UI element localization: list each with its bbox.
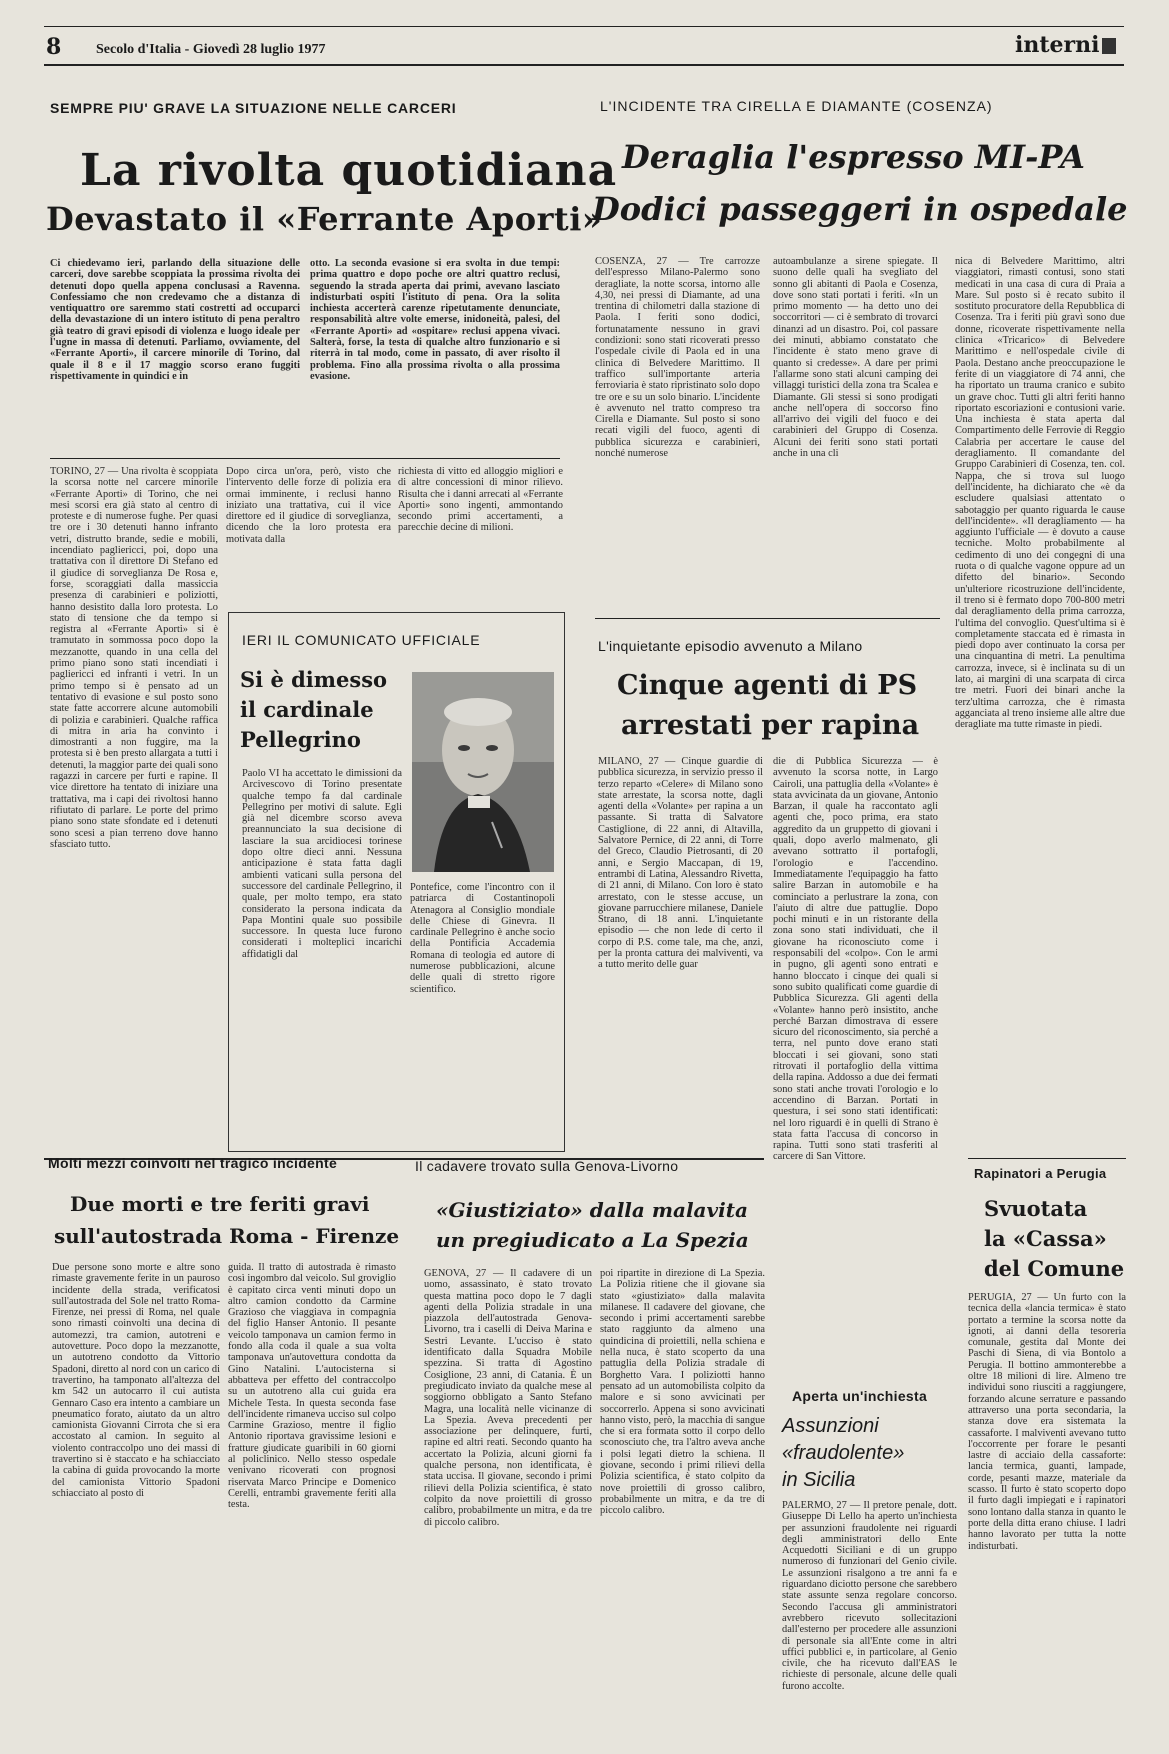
- sicilia-headline-3: in Sicilia: [782, 1469, 856, 1491]
- espresso-headline: Deraglia l'espresso MI-PA: [622, 138, 1085, 176]
- section-name: interni: [1015, 32, 1100, 58]
- agenti-rule: [595, 618, 940, 619]
- carceri-body-col-3: richiesta di vitto ed alloggio migliori e di altre concessioni di minor rilievo. Risulta che i danni arrecati al «Ferrante Aporti» sono ingenti, ammontando secondo primi accertamenti, a parecchie decine di milioni.: [398, 466, 563, 534]
- perugia-headline-1: Svuotata: [984, 1196, 1088, 1221]
- spezia-kicker: Il cadavere trovato sulla Genova-Livorno: [415, 1158, 679, 1174]
- espresso-subhead: Dodici passeggeri in ospedale: [592, 190, 1128, 228]
- autostrada-headline-1: Due morti e tre feriti gravi: [70, 1192, 370, 1216]
- spezia-headline-1: «Giustiziato» dalla malavita: [436, 1198, 748, 1222]
- spezia-col-1: GENOVA, 27 — Il cadavere di un uomo, assassinato, è stato trovato questa mattina poco dopo le 7 dagli agenti della Polizia stradale in una piazzola dell'autostrada Genova-Livorno, tra i caselli di Deiva Marina e Sestri Levante. L'ucciso è stato identificato dalla Squadra Mobile spezzina. Si tratta di Agostino Cosiglione, 23 anni, di Catania. È un pregiudicato inviato da qualche mese al soggiorno obbligato a Santo Stefano Magra, una località nelle vicinanze di La Spezia. Aveva precedenti per associazione per delinquere, furti, rapine ed altri reati. Secondo quanto ha accertato la Polizia, alcuni giorni fa qualche persona, non identificata, è stata uccisa. Il giovane, secondo i primi rilievi della Polizia scientifica, è stato colpito da nove proiettili di grosso calibro, probabilmente un mitra, e da tre di piccolo calibro.: [424, 1268, 592, 1528]
- autostrada-kicker: Molti mezzi coinvolti nel tragico incidente: [48, 1155, 338, 1171]
- cardinal-portrait: [412, 672, 554, 872]
- sicilia-kicker: Aperta un'inchiesta: [792, 1388, 928, 1404]
- cardinale-body-right: Pontefice, come l'incontro con il patriarca di Costantinopoli Atenagora al Consiglio mondiale delle Chiese di Ginevra. Il cardinale Pellegrino è anche socio della Pontificia Accademia Romana di teologia ed autore di numerose pubblicazioni, alcune delle quali di stretto rigore scientifico.: [410, 882, 555, 995]
- autostrada-col-1: Due persone sono morte e altre sono rimaste gravemente ferite in un pauroso incidente della strada, verificatosi sull'autostrada del Sole nel tratto Roma-Firenze, nei pressi di Roma, nel quale sono rimasti coinvolti una decina di automezzi, tra camion, autotreni e autovetture. Poco dopo la mezzanotte, un autotreno condotto da Vittorio Spadoni, diretto al nord con un carico di travertino, ha tamponato all'altezza del km 542 un autocarro il cui autista Gennaro Caso era intento a cambiare un pneumatico forato, aiutato da un altro camionista Giovanni Cirrota che si era accostato al camion. In seguito al violento contraccolpo uno dei massi di travertino si è staccato e ha schiacciato la cabina di guida provocando la morte del camionista Vittorio Spadoni schiacciato al posto di: [52, 1262, 220, 1499]
- spezia-headline-2: un pregiudicato a La Spezia: [436, 1228, 749, 1252]
- page-number: 8: [46, 34, 62, 60]
- espresso-col-2: autoambulanze a sirene spiegate. Il suono delle quali ha svegliato del sonno gli abitanti di Paola e Cosenza, dove sono stati portati i feriti. «In un primo momento — ha detto uno dei soccorritori — ci è sembrato di trovarci dinanzi ad un disastro. Poi, col passare dei minuti, abbiamo constatato che l'incidente è stato meno grave di quanto si credesse». A dare per primi l'allarme sono stati alcuni camping dei villaggi turistici della zona tra Scalea e Diamante. Gli stessi si sono prodigati anche nell'opera di soccorso fino all'arrivo dei vigili del fuoco e dei carabinieri del Gruppo di Cosenza. Alcuni dei feriti sono stati portati anche in una cli: [773, 256, 938, 460]
- perugia-rule: [968, 1158, 1126, 1159]
- perugia-headline-2: la «Cassa»: [984, 1226, 1107, 1251]
- section-ornament-icon: [1102, 38, 1116, 54]
- agenti-headline-1: Cinque agenti di PS: [617, 670, 918, 701]
- cardinale-headline-1: Si è dimesso: [240, 667, 388, 692]
- agenti-kicker: L'inquietante episodio avvenuto a Milano: [598, 638, 863, 654]
- sicilia-headline-2: «fraudolente»: [782, 1442, 905, 1464]
- autostrada-headline-2: sull'autostrada Roma - Firenze: [54, 1224, 400, 1248]
- cardinale-body-left: Paolo VI ha accettato le dimissioni da Arcivescovo di Torino presentate qualche tempo fa dal cardinale Pellegrino per motivi di salute. Egli già nel dicembre scorso aveva preannunciato la sua decisione di lasciare la sua arcidiocesi torinese dopo oltre dieci anni. Nessuna anticipazione è stata fatta dagli ambienti vaticani sulla persona del successore del cardinale Pellegrino, il quale, per molto tempo, era stato considerato la persona indicata da Papa Montini quale suo possibile successore. In questa luce furono considerati i molteplici incarichi affidatigli dal: [242, 768, 402, 960]
- autostrada-col-2: guida. Il tratto di autostrada è rimasto così ingombro dal veicolo. Sul groviglio è capitato circa venti minuti dopo un altro camion condotto da Carmine Grazioso che viaggiava in compagnia del figlio Hanser Antonio. Il pesante veicolo tamponava un camion fermo in fondo alla coda il quale a sua volta tamponava un'autovettura condotta da Gino Natalini. L'autocisterna si abbatteva per effetto del contraccolpo su un autotreno alla cui guida era Michele Testa. In questa seconda fase dell'incidente rimaneva ucciso sul colpo Carmine Grazioso, mentre il figlio Antonio riportava gravissime lesioni e fratture giudicate guaribili in 60 giorni al policlinico. Nello stesso ospedale venivano ricoverati con prognosi riservata Marco Principe e Domenico Cerelli, entrambi gravemente feriti alla testa.: [228, 1262, 396, 1511]
- dateline: Secolo d'Italia - Giovedì 28 luglio 1977: [96, 42, 326, 57]
- cardinale-kicker: IERI IL COMUNICATO UFFICIALE: [242, 632, 481, 648]
- agenti-col-2: die di Pubblica Sicurezza — è avvenuto la scorsa notte, in Largo Cairoli, una pattuglia della «Volante» è stata avvicinata da un giovane, Antonio Barzan, il quale ha raccontato agli agenti che, poco prima, era stato aggredito da un gruppetto di giovani i quali, dopo averlo malmenato, gli avevano sottratto il portafogli, l'orologio e l'accendino. Immediatamente l'equipaggio ha fatto salire Barzan in automobile e ha cominciato a perlustrare la zona, con l'aiuto di altre due pattuglie. Dopo pochi minuti e in un ristorante della zona sono stati individuati, che il giovane ha riconosciuto come i responsabili del «colpo». Con le armi in pugno, gli agenti sono entrati e hanno bloccato i cinque dei quali si sono subito qualificati come guardie di Pubblica Sicurezza. Gli agenti della «Volante» hanno però insistito, anche perché Barzan dimostrava di essere sicuro del riconoscimento, sia perché a terra, nel punto dove erano stati bloccati i sei giovani, sono stati ritrovati il portafoglio della vittima della rapina. Addosso a due dei fermati sono stati anche trovati l'orologio e lo accendino di Barzan. Portati in questura, i sei sono stati identificati: nel loro riguardi è in quelli di Strano è stata fatta l'accusa di concorso in rapina. Tutti sono stati trasferiti al carcere di San Vittore.: [773, 756, 938, 1163]
- cardinale-headline-2: il cardinale: [240, 697, 374, 722]
- carceri-body-col-2: Dopo circa un'ora, però, visto che l'intervento delle forze di polizia era ormai imminente, i reclusi hanno iniziato una trattativa, cui il vice direttore ed il giudice di sorveglianza, dicendo che la loro protesta era motivata dalla: [226, 466, 391, 545]
- perugia-body: PERUGIA, 27 — Un furto con la tecnica della «lancia termica» è stato portato a termine la scorsa notte da ignoti, ai danni della tesoreria comunale, gestita dal Monte dei Paschi di Siena, di via Bontolo a Perugia. Il bottino ammonterebbe a oltre 18 milioni di lire. Almeno tre individui sono riusciti a raggiungere, forzando alcune serrature e passando attraverso una porta secondaria, la stanza dove era sistemata la cassaforte. I malviventi avevano tutto l'occorrente per forare le pesanti lastre di acciaio della cassaforte: lancia termica, guanti, lampade, corde, pesanti mazze, materiale da scasso. Il furto è stato scoperto dopo il furto dagli impiegati e i rapinatori sono lontano dalla stanza in quanto le porte della ditta erano chiuse. I ladri hanno lavorato per tutta la notte indisturbati.: [968, 1292, 1126, 1552]
- spezia-col-2: poi ripartite in direzione di La Spezia. La Polizia ritiene che il giovane sia stato «giustiziato» dalla malavita milanese. Il cadavere del giovane, che secondo i primi accertamenti sarebbe stato raggiunto da almeno una quindicina di proiettili, nella schiena e nella nuca, è stato scoperto da una pattuglia della Polizia stradale di Borghetto Vara. I poliziotti hanno pensato ad un automobilista colpito da malore e si sono avvicinati per soccorrerlo. Appena si sono avvicinati hanno visto, però, la macchia di sangue che si era formata sotto il corpo dello sconosciuto che, tra l'altro aveva anche i polsi legati dietro la schiena. Il giovane, secondo i primi rilievi della Polizia scientifica, è stato colpito da nove proiettili di grosso calibro, probabilmente un mitra, e da tre di piccolo calibro.: [600, 1268, 765, 1517]
- masthead-rule: [44, 64, 1124, 66]
- carceri-intro-rule: [50, 458, 560, 459]
- espresso-col-3: nica di Belvedere Marittimo, altri viaggiatori, rimasti contusi, sono stati medicati in una casa di cura di Praia a Mare. Sul posto si è recato subito il sostituto procuratore della Repubblica di Cosenza. Tra i feriti più gravi sono due donne, ricoverate rispettivamente nella clinica «Tricarico» di Belvedere Marittimo e nell'ospedale civile di Paola. Destano anche preoccupazione le ferite di un viaggiatore di 74 anni, che ha riportato un trauma cranico e subito un grave choc. Tutti gli altri feriti hanno riportato escoriazioni e contusioni varie. Una inchiesta è stata aperta dal Compartimento delle Ferrovie di Reggio Calabria per accertare le cause del deragliamento. Il comandante del Gruppo Carabinieri di Cosenza, ten. col. Nappa, che si trova sul luogo dell'incidente, ha dichiarato che «è da escludere qualsiasi attentato o sabotaggio per quanto riguarda le cause dell'incidente». «Il deragliamento — ha aggiunto l'ufficiale — è dovuto a cause tecniche. Molto probabilmente al cedimento di uno dei congegni di una ruota o di qualche vagone oppure ad un difetto del binario». Secondo un'ulteriore ricostruzione dell'incidente, il treno si è fermato dopo 700-800 metri dal deragliamento della prima carrozza, l'ultima del convoglio. Quest'ultima si è completamente staccata ed è rimasta in piedi dopo aver continuato la corsa per una cinquantina di metri. La penultima carrozza, invece, si è inclinata su di un lato, ai margini di una scarpata di circa tre metri. Fuori dei binari anche la terz'ultima carrozza, che è rimasta agganciata al treno insieme alle altre due deragliate ma tutte rimaste in piedi.: [955, 256, 1125, 731]
- perugia-headline-3: del Comune: [984, 1256, 1125, 1281]
- carceri-intro-col-2: otto. La seconda evasione si era svolta in due tempi: prima quattro e dopo poche ore altri quattro reclusi, seguendo la strada aperta dai primi, avevano lasciato indisturbati ospiti l'istituto di pena. Ora la solita inchiesta accerterà carenze ripetutamente denunciate, responsabilità altre volte emerse, inidoneità, palesi, del «Ferrante Aporti» ad «ospitare» reclusi appena vivaci. Salterà, forse, la testa di qualche altro funzionario e si riterrà in tal modo, come in passato, di aver risolto il problema. Fino alla prossima rivolta o alla prossima evasione.: [310, 258, 560, 382]
- agenti-col-1: MILANO, 27 — Cinque guardie di pubblica sicurezza, in servizio presso il terzo reparto «Celere» di Milano sono state arrestate, la scorsa notte, dagli agenti della «Volante» per rapina a un passante. Si tratta di Salvatore Castiglione, di 22 anni, di Altavilla, Salvatore Pernice, di 22 anni, di Torre del Greco, Claudio Pietrosanti, di 20 anni, e Sergio Maccapan, di 19, entrambi di Latina, Alessandro Rivetta, di 21 anni, di Milano. Con loro è stato arrestato, con le stesse accuse, un giovane parrucchiere milanese, Daniele Strano, di 18 anni. L'inquietante episodio — che non lede di certo il corpo di P.S. come tale, ma che, anzi, per la pronta cattura dei malviventi, va a tutto merito delle guar: [598, 756, 763, 971]
- perugia-kicker: Rapinatori a Perugia: [974, 1166, 1107, 1181]
- sicilia-body: PALERMO, 27 — Il pretore penale, dott. Giuseppe Di Lello ha aperto un'inchiesta per assunzioni fraudolente nei riguardi degli amministratori dello Ente Acquedotti Siciliani e di un gruppo numeroso di funzionari del Genio civile. Le assunzioni risalgono a tre anni fa e riguardano diciotto persone che sarebbero state assunte senza regolare concorso. Secondo l'accusa gli amministratori avrebbero ricevuto sollecitazioni dall'esterno per procedere alle assunzioni di personale sia all'Ente come in altri uffici pubblici e, in particolare, al Genio civile, che ha ricevuto dall'EAS le richieste di personale, alcune delle quali furono accolte.: [782, 1500, 957, 1692]
- sicilia-headline-1: Assunzioni: [782, 1415, 879, 1437]
- carceri-intro-col-1: Ci chiedevamo ieri, parlando della situazione delle carceri, dove sarebbe scoppiata la prossima rivolta dei detenuti dopo quella appena conclusasi a Ravenna. Confessiamo che non credevamo che a distanza di ventiquattro ore saremmo stati costretti ad occuparci della devastazione di un intero istituto di pena peraltro già teatro di gravi episodi di violenza e luogo ideale per l'ugne in massa di detenuti. Parliamo, ovviamente, del «Ferrante Aporti», il carcere minorile di Torino, dal quale il 8 e il 17 maggio scorso erano fuggiti rispettivamente in quindici e in: [50, 258, 300, 382]
- espresso-kicker: L'INCIDENTE TRA CIRELLA E DIAMANTE (COSENZA): [600, 98, 993, 114]
- cardinale-headline-3: Pellegrino: [240, 727, 361, 752]
- carceri-kicker: SEMPRE PIU' GRAVE LA SITUAZIONE NELLE CARCERI: [50, 100, 457, 116]
- agenti-headline-2: arrestati per rapina: [621, 710, 920, 741]
- carceri-headline: La rivolta quotidiana: [80, 145, 618, 196]
- cardinal-portrait-image: [412, 672, 554, 872]
- carceri-subhead: Devastato il «Ferrante Aporti»: [46, 200, 603, 238]
- carceri-body-col-1: TORINO, 27 — Una rivolta è scoppiata la scorsa notte nel carcere minorile «Ferrante Aporti» di Torino, che nei mesi scorsi era già stato al centro di proteste e di numerose fughe. Per quasi tre ore i 30 detenuti hanno infranto vetri, distrutto brande, sedie e mobili, incendiato pagliericci, poi, dopo una trattativa con il direttore Di Stefano ed il giudice di sorveglianza De Rosa e, forse, scoraggiati dalla massiccia presenza di carabinieri e poliziotti, hanno desistito dalla loro protesta. Lo stato di tensione che da tempo si registra al «Ferrante Aporti» si è tramutato in sommossa poco dopo la mezzanotte, quando in una cella del primo piano sono stati incendiati i pagliericci ed infranti i vetri. In un primo tempo si è pensato ad un tentativo di evasione e sul posto sono state fatte accorrere alcune automobili di polizia e carabinieri. Qualche raffica di mitra in aria ha convinto i dimostranti a non fuggire, ma la protesta si è ben presto allargata a tutti i detenuti, la maggior parte dei quali sono ragazzi in carcere per furti e rapine. Il vice direttore ha tentato di iniziare una trattativa, ma i capi dei rivoltosi hanno rifiutato di parlare. Le porte del primo piano sono state sfondate ed i detenuti sono scesi a pian terreno dove hanno sfasciato tutto.: [50, 466, 218, 850]
- masthead-rule-top: [44, 26, 1124, 27]
- espresso-col-1: COSENZA, 27 — Tre carrozze dell'espresso Milano-Palermo sono deragliate, la notte scorsa, intorno alle 4,30, nei pressi di Diamante, ad una trentina di chilometri dalla stazione di Paola. I feriti sono dodici, fortunatamente nessuno in gravi condizioni: sono stati ricoverati presso l'ospedale civile di Paola ed in una clinica di Belvedere Marittimo. Il traffico sull'importante arteria ferroviaria è stato ripristinato solo dopo tre ore e su un solo binario. L'incidente è avvenuto nel tratto compreso tra Cirella e Diamante. Sul posto si sono recati vigili del fuoco, agenti di pubblica sicurezza e carabinieri, nonché numerose: [595, 256, 760, 460]
